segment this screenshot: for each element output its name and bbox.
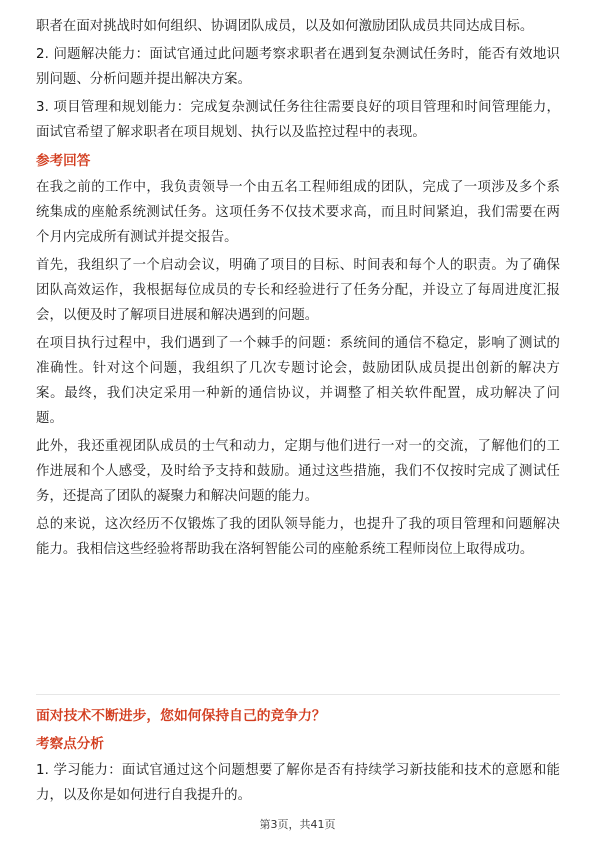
answer-paragraph-4: 此外，我还重视团队成员的士气和动力，定期与他们进行一对一的交流，了解他们的工作进展和个人感受，及时给予支持和鼓励。通过这些措施，我们不仅按时完成了测试任务，还提高了团队的凝聚力和解决问题的能力。 xyxy=(36,439,560,504)
next-question-section xyxy=(36,704,560,811)
analysis-point-2: 2. 问题解决能力：面试官通过此问题考察求职者在遇到复杂测试任务时，能否有效地识别问题、分析问题并提出解决方案。 xyxy=(36,47,560,87)
answer-paragraph-5: 总的来说，这次经历不仅锻炼了我的团队领导能力，也提升了我的项目管理和问题解决能力。我相信这些经验将帮助我在洛轲智能公司的座舱系统工程师岗位上取得成功。 xyxy=(36,517,560,557)
answer-paragraph-1: 在我之前的工作中，我负责领导一个由五名工程师组成的团队，完成了一项涉及多个系统集成的座舱系统测试任务。这项任务不仅技术要求高，而且时间紧迫，我们需要在两个月内完成所有测试并提交报告。 xyxy=(36,180,560,245)
analysis-point-1: 1. 学习能力：面试官通过这个问题想要了解你是否有持续学习新技能和技术的意愿和能力，以及你是如何进行自我提升的。 xyxy=(36,763,560,803)
page-content xyxy=(36,14,560,565)
section-divider xyxy=(36,694,560,695)
answer-paragraph-3: 在项目执行过程中，我们遇到了一个棘手的问题：系统间的通信不稳定，影响了测试的准确性。针对这个问题，我组织了几次专题讨论会，鼓励团队成员提出创新的解决方案。最终，我们决定采用一种新的通信协议，并调整了相关软件配置，成功解决了问题。 xyxy=(36,336,560,426)
page-number: 第3页，共41页 xyxy=(259,818,336,831)
question-title: 面对技术不断进步，您如何保持自己的竞争力？ xyxy=(36,708,326,724)
reference-answer-heading: 参考回答 xyxy=(36,153,91,169)
answer-paragraph-2: 首先，我组织了一个启动会议，明确了项目的目标、时间表和每个人的职责。为了确保团队高效运作，我根据每位成员的专长和经验进行了任务分配，并设立了每周进度汇报会，以便及时了解项目进展和解决遇到的问题。 xyxy=(36,258,560,323)
analysis-heading: 考察点分析 xyxy=(36,736,104,752)
analysis-point-3: 3. 项目管理和规划能力：完成复杂测试任务往往需要良好的项目管理和时间管理能力，面试官希望了解求职者在项目规划、执行以及监控过程中的表现。 xyxy=(36,100,560,140)
continued-paragraph: 职者在面对挑战时如何组织、协调团队成员，以及如何激励团队成员共同达成目标。 xyxy=(36,19,534,34)
